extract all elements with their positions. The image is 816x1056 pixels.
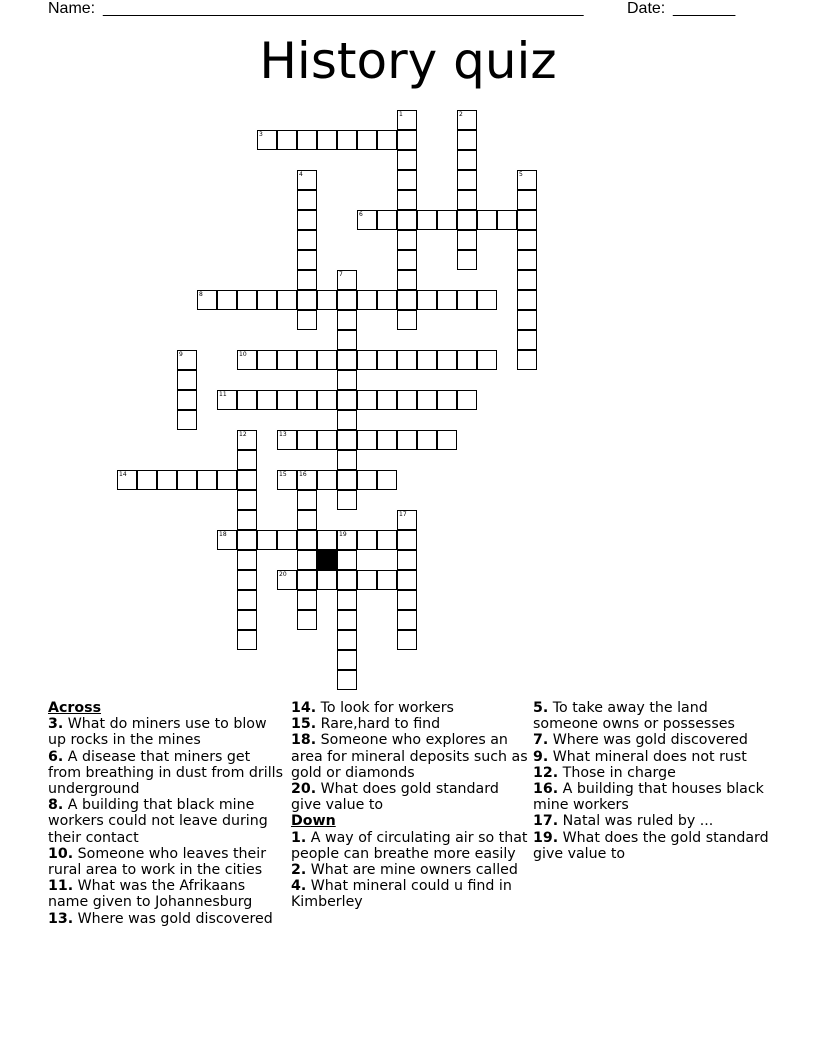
crossword-cell[interactable] [237, 450, 257, 470]
crossword-cell[interactable] [317, 130, 337, 150]
clue-num: 7. [533, 732, 549, 749]
crossword-cell[interactable] [297, 430, 317, 450]
crossword-cell[interactable] [237, 390, 257, 410]
clue-num: 5. [533, 700, 549, 716]
crossword-cell[interactable] [277, 390, 297, 410]
crossword-cell[interactable] [277, 570, 297, 590]
crossword-cell[interactable] [377, 210, 397, 230]
crossword-cell[interactable] [297, 570, 317, 590]
clue-column-2 [291, 700, 529, 911]
crossword-cell[interactable] [357, 210, 377, 230]
down-clue [291, 830, 529, 862]
clue-text: What mineral could u find in Kimberley [291, 878, 512, 911]
crossword-cell[interactable] [397, 390, 417, 410]
crossword-cell[interactable] [417, 430, 437, 450]
clue-text: What does gold standard give value to [291, 781, 499, 814]
crossword-cell[interactable] [257, 290, 277, 310]
crossword-cell[interactable] [457, 150, 477, 170]
crossword-cell[interactable] [377, 130, 397, 150]
crossword-cell[interactable] [217, 290, 237, 310]
clue-number: 5 [519, 171, 523, 178]
clue-number: 4 [299, 171, 303, 178]
crossword-cell[interactable] [337, 670, 357, 690]
crossword-cell[interactable] [437, 350, 457, 370]
crossword-cell[interactable] [237, 290, 257, 310]
crossword-cell[interactable] [297, 550, 317, 570]
down-clue [533, 781, 771, 813]
crossword-cell[interactable] [357, 130, 377, 150]
date-label: Date: [627, 0, 666, 17]
crossword-cell[interactable] [337, 450, 357, 470]
crossword-cell[interactable] [337, 290, 357, 310]
clue-text: Where was gold discovered [552, 732, 748, 749]
crossword-cell[interactable] [337, 470, 357, 490]
crossword-cell[interactable] [517, 330, 537, 350]
crossword-cell[interactable] [397, 610, 417, 630]
clue-number: 6 [359, 211, 363, 218]
crossword-cell[interactable] [397, 190, 417, 210]
crossword-cell[interactable] [257, 530, 277, 550]
crossword-cell[interactable] [177, 470, 197, 490]
crossword-cell[interactable] [237, 550, 257, 570]
crossword-cell[interactable] [237, 570, 257, 590]
clue-number: 12 [239, 431, 247, 438]
crossword-cell[interactable] [457, 250, 477, 270]
clue-text: A disease that miners get from breathing in dust from drills underground [48, 748, 283, 798]
crossword-cell[interactable] [257, 350, 277, 370]
clue-num: 17. [533, 813, 559, 830]
crossword-cell[interactable] [457, 110, 477, 130]
crossword-cell[interactable] [337, 650, 357, 670]
clue-text: To take away the land someone owns or possesses [533, 700, 735, 733]
crossword-cell[interactable] [277, 430, 297, 450]
crossword-cell[interactable] [237, 430, 257, 450]
crossword-cell[interactable] [177, 410, 197, 430]
crossword-cell[interactable] [237, 470, 257, 490]
name-label: Name: [48, 0, 96, 17]
crossword-cell[interactable] [357, 390, 377, 410]
clue-num: 8. [48, 797, 64, 814]
clue-number: 1 [399, 111, 403, 118]
crossword-cell[interactable] [397, 530, 417, 550]
crossword-cell[interactable] [337, 430, 357, 450]
crossword-cell[interactable] [357, 570, 377, 590]
crossword-cell[interactable] [377, 350, 397, 370]
clue-num: 16. [533, 781, 559, 798]
down-clue [533, 765, 771, 781]
crossword-cell[interactable] [397, 570, 417, 590]
crossword-cell[interactable] [297, 290, 317, 310]
crossword-cell[interactable] [237, 590, 257, 610]
clue-text: Rare,hard to find [320, 716, 441, 733]
clue-number: 9 [179, 351, 183, 358]
crossword-cell[interactable] [297, 190, 317, 210]
crossword-cell[interactable] [277, 470, 297, 490]
crossword-cell[interactable] [437, 210, 457, 230]
crossword-cell[interactable] [397, 350, 417, 370]
crossword-cell[interactable] [157, 470, 177, 490]
crossword-cell[interactable] [297, 250, 317, 270]
clue-num: 3. [48, 716, 64, 733]
crossword-cell[interactable] [237, 350, 257, 370]
crossword-cell[interactable] [457, 350, 477, 370]
clue-text: A building that black mine workers could not leave during their contact [48, 797, 268, 846]
clue-column-1 [48, 700, 286, 927]
crossword-cell[interactable] [417, 390, 437, 410]
crossword-cell[interactable] [317, 390, 337, 410]
crossword-cell[interactable] [297, 470, 317, 490]
crossword-cell[interactable] [237, 610, 257, 630]
clue-num: 4. [291, 878, 307, 895]
crossword-cell[interactable] [397, 310, 417, 330]
crossword-cell[interactable] [457, 390, 477, 410]
name-blank[interactable]: ______________________________________________________ [103, 0, 584, 17]
crossword-cell[interactable] [337, 330, 357, 350]
clue-number: 20 [279, 571, 287, 578]
crossword-cell[interactable] [397, 510, 417, 530]
down-clue [533, 813, 771, 829]
crossword-cell[interactable] [477, 290, 497, 310]
crossword-cell[interactable] [277, 130, 297, 150]
crossword-cell[interactable] [397, 630, 417, 650]
across-clue [291, 781, 529, 813]
across-clue [291, 732, 529, 781]
across-clue [48, 846, 286, 878]
across-heading: Across [48, 700, 102, 716]
clue-column-3 [533, 700, 771, 862]
crossword-cell[interactable] [377, 390, 397, 410]
crossword-cell[interactable] [217, 390, 237, 410]
crossword-cell[interactable] [397, 130, 417, 150]
clue-text: What was the Afrikaans name given to Johannesburg [48, 878, 253, 911]
clue-num: 13. [48, 910, 74, 927]
clue-num: 18. [291, 732, 317, 749]
clue-num: 11. [48, 878, 74, 895]
across-clue [48, 749, 286, 798]
crossword-cell[interactable] [457, 230, 477, 250]
down-clue [291, 878, 529, 910]
page-title: History quiz [259, 32, 557, 90]
clue-number: 8 [199, 291, 203, 298]
clue-text: Where was gold discovered [77, 910, 273, 927]
down-clue [533, 700, 771, 732]
across-clue [291, 716, 529, 732]
date-blank[interactable]: _______ [673, 0, 736, 17]
crossword-cell[interactable] [497, 210, 517, 230]
blocked-cell [317, 550, 337, 570]
crossword-cell[interactable] [397, 290, 417, 310]
crossword-cell[interactable] [217, 470, 237, 490]
crossword-cell[interactable] [297, 590, 317, 610]
crossword-cell[interactable] [517, 190, 537, 210]
crossword-cell[interactable] [377, 430, 397, 450]
clue-num: 19. [533, 829, 559, 846]
down-heading: Down [291, 813, 336, 830]
clue-text: Those in charge [562, 764, 676, 781]
clue-number: 10 [239, 351, 247, 358]
crossword-cell[interactable] [517, 230, 537, 250]
clue-num: 1. [291, 829, 307, 846]
crossword-cell[interactable] [337, 270, 357, 290]
crossword-cell[interactable] [517, 210, 537, 230]
crossword-cell[interactable] [517, 270, 537, 290]
clue-number: 7 [339, 271, 343, 278]
crossword-cell[interactable] [317, 570, 337, 590]
down-clue [533, 749, 771, 765]
crossword-cell[interactable] [457, 210, 477, 230]
clue-num: 20. [291, 781, 317, 798]
crossword-cell[interactable] [237, 490, 257, 510]
crossword-cell[interactable] [417, 210, 437, 230]
crossword-cell[interactable] [517, 250, 537, 270]
crossword-cell[interactable] [437, 390, 457, 410]
crossword-cell[interactable] [117, 470, 137, 490]
crossword-cell[interactable] [197, 290, 217, 310]
clue-number: 13 [279, 431, 287, 438]
clue-text: Someone who explores an area for mineral deposits such as gold or diamonds [291, 732, 528, 781]
crossword-cell[interactable] [457, 190, 477, 210]
clue-number: 11 [219, 391, 227, 398]
crossword-cell[interactable] [337, 570, 357, 590]
crossword-cell[interactable] [297, 270, 317, 290]
crossword-cell[interactable] [277, 350, 297, 370]
crossword-cell[interactable] [317, 430, 337, 450]
crossword-cell[interactable] [297, 230, 317, 250]
crossword-cell[interactable] [337, 490, 357, 510]
crossword-cell[interactable] [417, 350, 437, 370]
crossword-cell[interactable] [397, 230, 417, 250]
crossword-cell[interactable] [337, 610, 357, 630]
crossword-cell[interactable] [517, 170, 537, 190]
clue-number: 16 [299, 471, 307, 478]
clue-text: What does the gold standard give value to [533, 829, 769, 862]
crossword-cell[interactable] [237, 510, 257, 530]
clue-text: A way of circulating air so that people can breathe more easily [291, 829, 528, 862]
crossword-cell[interactable] [377, 530, 397, 550]
crossword-cell[interactable] [457, 170, 477, 190]
crossword-cell[interactable] [377, 570, 397, 590]
crossword-cell[interactable] [337, 370, 357, 390]
clue-number: 2 [459, 111, 463, 118]
crossword-cell[interactable] [337, 530, 357, 550]
crossword-cell[interactable] [317, 530, 337, 550]
crossword-cell[interactable] [437, 430, 457, 450]
clue-text: To look for workers [320, 700, 454, 716]
crossword-cell[interactable] [477, 350, 497, 370]
across-clue [291, 700, 529, 716]
crossword-cell[interactable] [337, 350, 357, 370]
crossword-cell[interactable] [397, 270, 417, 290]
clue-num: 6. [48, 748, 64, 765]
crossword-cell[interactable] [237, 630, 257, 650]
crossword-cell[interactable] [357, 530, 377, 550]
crossword-cell[interactable] [457, 290, 477, 310]
clue-text: Natal was ruled by ... [562, 813, 714, 830]
crossword-cell[interactable] [357, 350, 377, 370]
clue-num: 9. [533, 748, 549, 765]
clue-num: 15. [291, 716, 317, 733]
clue-text: What mineral does not rust [552, 748, 747, 765]
across-clue [48, 797, 286, 846]
clue-num: 10. [48, 845, 74, 862]
crossword-cell[interactable] [217, 530, 237, 550]
clue-text: Someone who leaves their rural area to work in the cities [48, 845, 267, 879]
crossword-cell[interactable] [317, 350, 337, 370]
crossword-cell[interactable] [337, 390, 357, 410]
crossword-cell[interactable] [437, 290, 457, 310]
crossword-cell[interactable] [337, 410, 357, 430]
crossword-cell[interactable] [357, 430, 377, 450]
crossword-cell[interactable] [317, 470, 337, 490]
crossword-cell[interactable] [517, 350, 537, 370]
crossword-cell[interactable] [177, 370, 197, 390]
crossword-cell[interactable] [397, 210, 417, 230]
crossword-cell[interactable] [277, 290, 297, 310]
crossword-cell[interactable] [397, 170, 417, 190]
crossword-cell[interactable] [297, 510, 317, 530]
clue-number: 17 [399, 511, 407, 518]
clue-num: 14. [291, 700, 317, 716]
crossword-cell[interactable] [297, 210, 317, 230]
crossword-cell[interactable] [297, 170, 317, 190]
crossword-cell[interactable] [297, 610, 317, 630]
across-clue [48, 878, 286, 910]
clue-num: 2. [291, 862, 307, 879]
down-clue [533, 732, 771, 748]
crossword-cell[interactable] [357, 470, 377, 490]
crossword-cell[interactable] [477, 210, 497, 230]
crossword-cell[interactable] [377, 290, 397, 310]
crossword-cell[interactable] [317, 290, 337, 310]
crossword-cell[interactable] [377, 470, 397, 490]
crossword-cell[interactable] [177, 390, 197, 410]
clue-number: 15 [279, 471, 287, 478]
crossword-cell[interactable] [297, 390, 317, 410]
crossword-cell[interactable] [177, 350, 197, 370]
crossword-cell[interactable] [517, 310, 537, 330]
crossword-cell[interactable] [337, 550, 357, 570]
clue-num: 12. [533, 764, 559, 781]
crossword-cell[interactable] [237, 530, 257, 550]
crossword-cell[interactable] [197, 470, 217, 490]
clue-number: 3 [259, 131, 263, 138]
across-clue [48, 911, 286, 927]
crossword-cell[interactable] [517, 290, 537, 310]
clue-text: A building that houses black mine workers [533, 781, 764, 814]
crossword-cell[interactable] [397, 150, 417, 170]
clue-number: 19 [339, 531, 347, 538]
crossword-cell[interactable] [357, 290, 377, 310]
crossword-cell[interactable] [397, 110, 417, 130]
crossword-cell[interactable] [297, 490, 317, 510]
crossword-cell[interactable] [337, 310, 357, 330]
crossword-cell[interactable] [137, 470, 157, 490]
clue-text: What are mine owners called [310, 862, 518, 879]
crossword-cell[interactable] [337, 630, 357, 650]
crossword-cell[interactable] [457, 130, 477, 150]
crossword-cell[interactable] [297, 350, 317, 370]
clue-number: 14 [119, 471, 127, 478]
crossword-cell[interactable] [417, 290, 437, 310]
crossword-cell[interactable] [337, 590, 357, 610]
crossword-cell[interactable] [297, 310, 317, 330]
crossword-cell[interactable] [397, 550, 417, 570]
crossword-cell[interactable] [337, 130, 357, 150]
down-clue [291, 862, 529, 878]
down-clue [533, 830, 771, 862]
crossword-cell[interactable] [397, 250, 417, 270]
crossword-cell[interactable] [257, 390, 277, 410]
crossword-cell[interactable] [257, 130, 277, 150]
crossword-cell[interactable] [277, 530, 297, 550]
clue-number: 18 [219, 531, 227, 538]
across-clue [48, 716, 286, 748]
crossword-cell[interactable] [397, 590, 417, 610]
clue-text: What do miners use to blow up rocks in the mines [48, 716, 267, 749]
crossword-cell[interactable] [297, 530, 317, 550]
crossword-cell[interactable] [397, 430, 417, 450]
crossword-cell[interactable] [297, 130, 317, 150]
